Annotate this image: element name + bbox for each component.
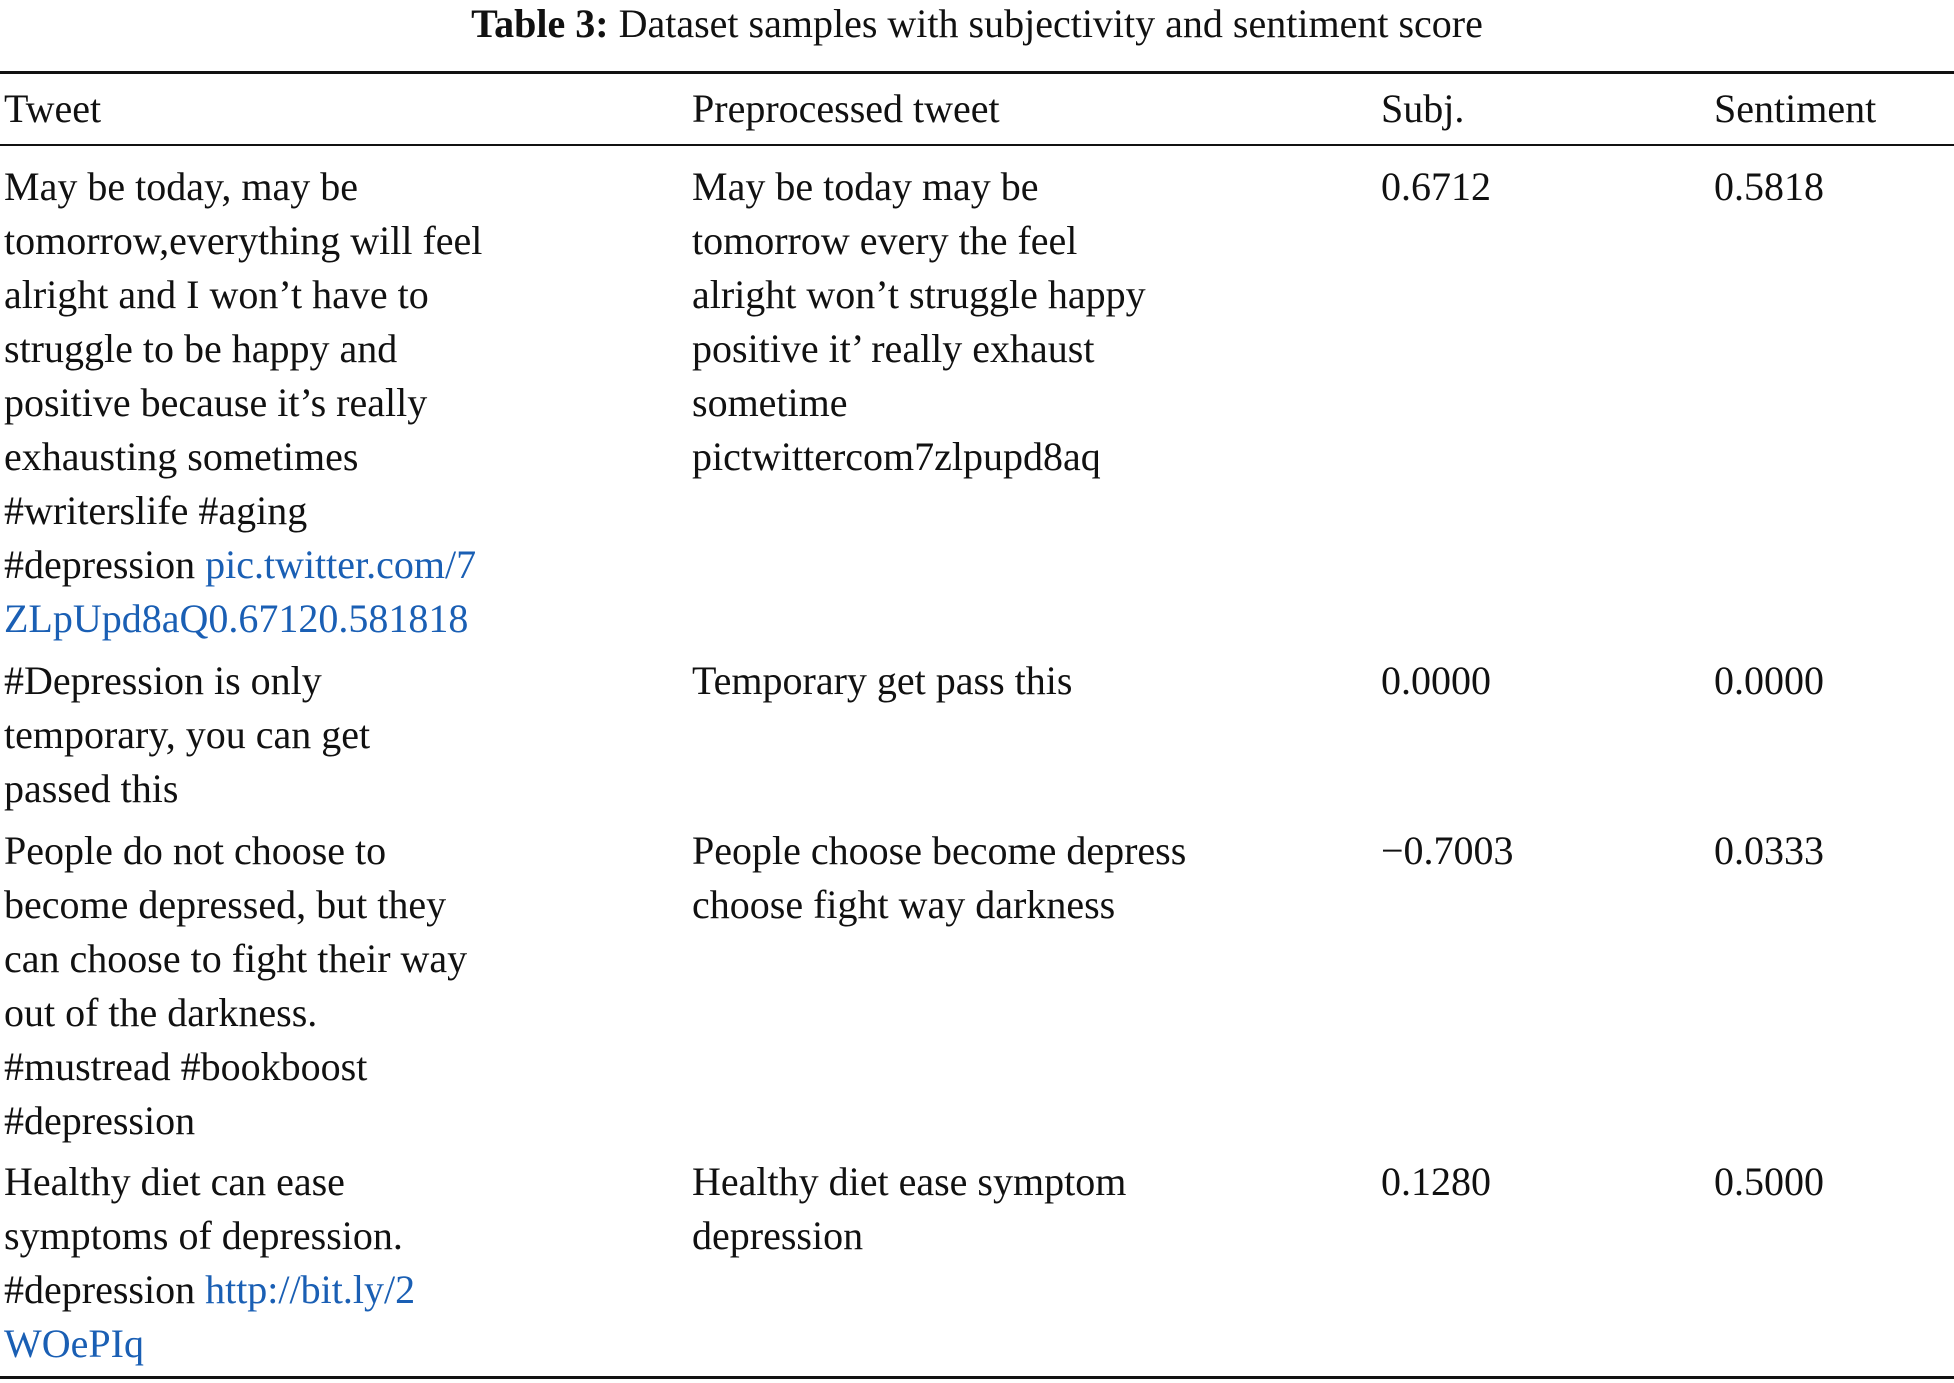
preprocessed-line: pictwittercom7zlpupd8aq: [692, 434, 1101, 479]
row-1-tweet: [4, 160, 482, 646]
tweet-line: [4, 1263, 415, 1317]
tweet-line: can choose to fight their way: [4, 936, 468, 981]
tweet-line: May be today, may be: [4, 164, 358, 209]
row-3-subj: −0.7003: [1381, 828, 1514, 873]
row-4-sentiment: 0.5000: [1714, 1159, 1824, 1204]
header-subj: Subj.: [1381, 86, 1465, 131]
tweet-link[interactable]: pic.twitter.com/7: [205, 542, 477, 587]
tweet-line: out of the darkness.: [4, 990, 318, 1035]
preprocessed-line: tomorrow every the feel: [692, 218, 1078, 263]
tweet-line: People do not choose to: [4, 828, 387, 873]
header-rule: [0, 144, 1954, 146]
row-3-sentiment: 0.0333: [1714, 828, 1824, 873]
table-caption: [0, 0, 1954, 48]
row-4-tweet: [4, 1155, 415, 1371]
hashtag-text: #depression: [4, 1267, 206, 1312]
row-3-preprocessed: [692, 824, 1186, 932]
tweet-line: temporary, you can get: [4, 712, 371, 757]
header-tweet: Tweet: [4, 86, 102, 131]
caption-text: Dataset samples with subjectivity and sentiment score: [618, 1, 1483, 46]
tweet-line: positive because it’s really: [4, 380, 428, 425]
tweet-line: become depressed, but they: [4, 882, 447, 927]
preprocessed-line: Healthy diet ease symptom: [692, 1159, 1127, 1204]
top-rule: [0, 71, 1954, 74]
tweet-line: Healthy diet can ease: [4, 1159, 345, 1204]
tweet-line: passed this: [4, 766, 179, 811]
preprocessed-line: alright won’t struggle happy: [692, 272, 1146, 317]
bottom-rule: [0, 1376, 1954, 1379]
hashtag-text: #depression: [4, 542, 206, 587]
row-3-tweet: [4, 824, 467, 1148]
preprocessed-line: depression: [692, 1213, 864, 1258]
preprocessed-line: positive it’ really exhaust: [692, 326, 1095, 371]
preprocessed-line: May be today may be: [692, 164, 1039, 209]
row-1-subj: 0.6712: [1381, 164, 1491, 209]
tweet-line: #Depression is only: [4, 658, 322, 703]
tweet-line: alright and I won’t have to: [4, 272, 429, 317]
tweet-line: #depression: [4, 1098, 196, 1143]
preprocessed-line: choose fight way darkness: [692, 882, 1116, 927]
tweet-line: tomorrow,everything will feel: [4, 218, 483, 263]
preprocessed-line: People choose become depress: [692, 828, 1187, 873]
caption-label: Table 3:: [471, 1, 609, 46]
row-4-preprocessed: [692, 1155, 1126, 1263]
row-2-preprocessed: [692, 654, 1072, 708]
tweet-line: #writerslife #aging: [4, 488, 308, 533]
header-preprocessed: Preprocessed tweet: [692, 86, 1000, 131]
header-sentiment: Sentiment: [1714, 86, 1877, 131]
row-4-subj: 0.1280: [1381, 1159, 1491, 1204]
tweet-line: struggle to be happy and: [4, 326, 398, 371]
tweet-link-continued[interactable]: WOePIq: [4, 1321, 144, 1366]
preprocessed-line: sometime: [692, 380, 848, 425]
row-1-sentiment: 0.5818: [1714, 164, 1824, 209]
row-1-preprocessed: [692, 160, 1146, 484]
tweet-line: symptoms of depression.: [4, 1213, 403, 1258]
row-2-sentiment: 0.0000: [1714, 658, 1824, 703]
tweet-line: exhausting sometimes: [4, 434, 359, 479]
tweet-link[interactable]: http://bit.ly/2: [205, 1267, 416, 1312]
tweet-line: #mustread #bookboost: [4, 1044, 368, 1089]
preprocessed-line: Temporary get pass this: [692, 658, 1073, 703]
row-2-subj: 0.0000: [1381, 658, 1491, 703]
tweet-line: [4, 538, 482, 592]
row-2-tweet: [4, 654, 370, 816]
tweet-link-continued[interactable]: ZLpUpd8aQ0.67120.581818: [4, 596, 469, 641]
